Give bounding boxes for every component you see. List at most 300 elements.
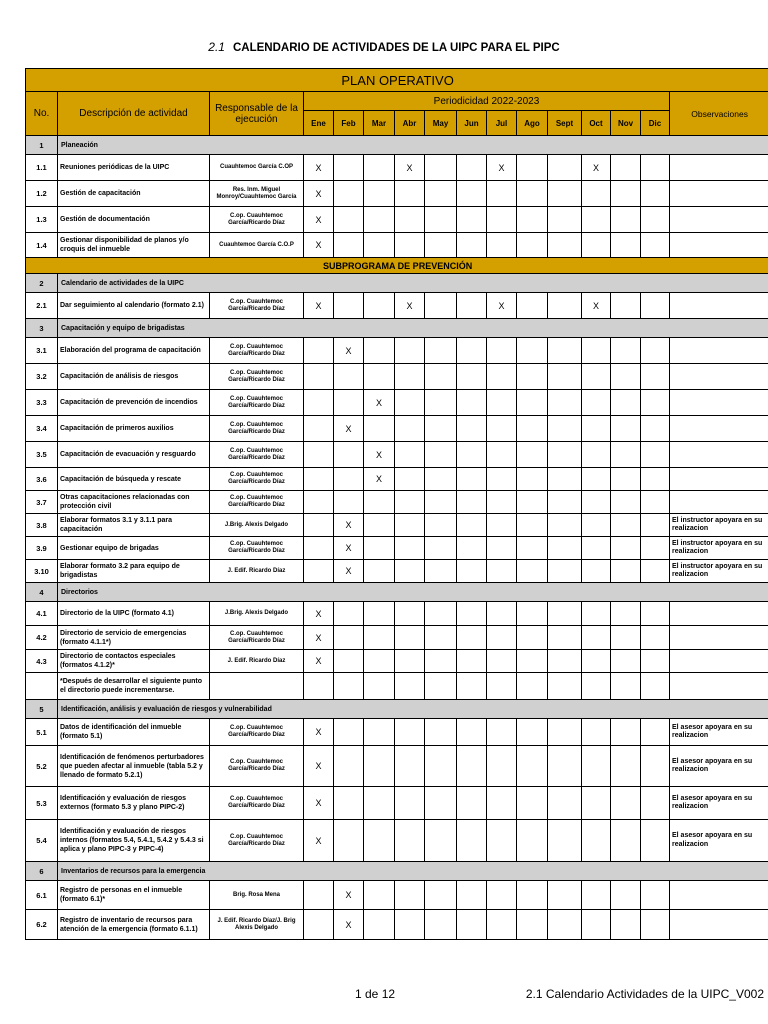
month-mark [487, 442, 517, 468]
activity-observations: El asesor apoyara en su realizacion [670, 820, 768, 862]
activity-observations [670, 626, 768, 650]
month-mark: X [582, 155, 611, 181]
month-header: Ago [517, 111, 548, 136]
month-mark [582, 746, 611, 787]
month-mark [582, 514, 611, 537]
section-title: Inventarios de recursos para la emergencia [58, 862, 768, 881]
month-mark [395, 338, 425, 364]
activity-responsible: C.op. Cuauhtemoc García/Ricardo Díaz [210, 537, 304, 560]
month-mark [425, 537, 457, 560]
month-header: May [425, 111, 457, 136]
activity-description: Capacitación de análisis de riesgos [58, 364, 210, 390]
section-number: 5 [26, 700, 58, 719]
month-mark [548, 673, 582, 700]
month-header: Sept [548, 111, 582, 136]
activity-responsible: C.op. Cuauhtemoc García/Ricardo Díaz [210, 416, 304, 442]
month-mark [364, 207, 395, 233]
month-mark [611, 746, 641, 787]
activity-number: 2.1 [26, 293, 58, 319]
month-mark [517, 207, 548, 233]
month-mark [425, 338, 457, 364]
activity-responsible: J.Brig. Alexis Delgado [210, 602, 304, 626]
month-mark [457, 416, 487, 442]
month-mark [582, 390, 611, 416]
month-mark [641, 881, 670, 910]
month-mark: X [334, 910, 364, 940]
activity-responsible: J.Brig. Alexis Delgado [210, 514, 304, 537]
activity-description: Elaborar formato 3.2 para equipo de brigadistas [58, 560, 210, 583]
month-mark [582, 442, 611, 468]
activity-observations: El instructor apoyara en su realizacion [670, 560, 768, 583]
month-mark [425, 820, 457, 862]
activity-number: 3.6 [26, 468, 58, 491]
month-mark [487, 650, 517, 673]
activity-number: 3.8 [26, 514, 58, 537]
activity-observations: El asesor apoyara en su realizacion [670, 746, 768, 787]
activity-responsible: C.op. Cuauhtemoc García/Ricardo Díaz [210, 746, 304, 787]
month-mark [364, 293, 395, 319]
month-mark: X [304, 746, 334, 787]
month-mark [548, 155, 582, 181]
month-mark: X [334, 537, 364, 560]
month-mark: X [395, 155, 425, 181]
month-mark [611, 207, 641, 233]
activity-row [26, 626, 768, 650]
month-mark [457, 207, 487, 233]
month-mark [641, 719, 670, 746]
activity-observations [670, 910, 768, 940]
activity-responsible: J. Edif. Ricardo Díaz [210, 560, 304, 583]
col-resp-header: Responsable de la ejecución [210, 92, 304, 136]
activity-description: Elaboración del programa de capacitación [58, 338, 210, 364]
month-mark [425, 673, 457, 700]
activity-row [26, 719, 768, 746]
month-mark [548, 910, 582, 940]
month-mark [641, 673, 670, 700]
month-mark [641, 491, 670, 514]
activity-description: Reuniones periódicas de la UIPC [58, 155, 210, 181]
activity-description: Gestionar disponibilidad de planos y/o croquis del inmueble [58, 233, 210, 258]
month-mark [395, 673, 425, 700]
month-header: Abr [395, 111, 425, 136]
month-mark [395, 416, 425, 442]
month-mark [641, 787, 670, 820]
month-mark [395, 537, 425, 560]
month-mark [611, 468, 641, 491]
subprogram-title: SUBPROGRAMA DE PREVENCIÓN [26, 258, 768, 274]
title-text: CALENDARIO DE ACTIVIDADES DE LA UIPC PARA EL PIPC [232, 42, 560, 54]
month-mark [582, 602, 611, 626]
activity-observations [670, 207, 768, 233]
month-mark [425, 181, 457, 207]
month-mark: X [304, 602, 334, 626]
section-title: Planeación [58, 136, 768, 155]
month-mark [425, 560, 457, 583]
month-mark [517, 338, 548, 364]
activity-number: 3.5 [26, 442, 58, 468]
month-mark [487, 602, 517, 626]
month-mark [611, 155, 641, 181]
section-number: 3 [26, 319, 58, 338]
month-mark [548, 626, 582, 650]
footer-document-name: 2.1 Calendario Actividades de la UIPC_V002 [525, 987, 764, 1001]
month-mark [334, 293, 364, 319]
month-mark [395, 442, 425, 468]
month-mark [457, 881, 487, 910]
activity-number: 1.2 [26, 181, 58, 207]
month-mark [487, 820, 517, 862]
month-mark: X [304, 181, 334, 207]
month-mark [364, 650, 395, 673]
month-mark [517, 881, 548, 910]
month-mark [457, 338, 487, 364]
month-mark [517, 537, 548, 560]
activity-description: Capacitación de primeros auxilios [58, 416, 210, 442]
month-mark [395, 746, 425, 787]
activity-responsible: J. Edif. Ricardo Díaz/J. Brig Alexis Delgado [210, 910, 304, 940]
month-mark [517, 491, 548, 514]
section-title: Calendario de actividades de la UIPC [58, 274, 768, 293]
activity-row [26, 338, 768, 364]
activity-description: Datos de identificación del inmueble (formato 5.1) [58, 719, 210, 746]
month-mark [457, 293, 487, 319]
activity-responsible: C.op. Cuauhtemoc García/Ricardo Díaz [210, 442, 304, 468]
section-row [26, 862, 768, 881]
month-mark [611, 514, 641, 537]
month-mark [517, 787, 548, 820]
month-mark [364, 338, 395, 364]
month-mark [582, 537, 611, 560]
month-mark [425, 293, 457, 319]
month-mark [641, 537, 670, 560]
month-mark [334, 719, 364, 746]
activity-number: 1.4 [26, 233, 58, 258]
month-mark [611, 442, 641, 468]
activity-responsible: C.op. Cuauhtemoc García/Ricardo Díaz [210, 820, 304, 862]
month-mark [425, 881, 457, 910]
activity-responsible [210, 673, 304, 700]
activity-responsible: Cuauhtemoc García C.OP [210, 155, 304, 181]
month-header: Jul [487, 111, 517, 136]
month-mark [487, 881, 517, 910]
month-mark [487, 207, 517, 233]
activity-description: Identificación y evaluación de riesgos internos (formatos 5.4, 5.4.1, 5.4.2 y 5.4.3 si aplica y plano PIPC-3 y PIPC-4) [58, 820, 210, 862]
activity-responsible: C.op. Cuauhtemoc García/Ricardo Díaz [210, 626, 304, 650]
month-mark [548, 881, 582, 910]
month-mark [641, 650, 670, 673]
month-mark [425, 650, 457, 673]
month-mark [487, 514, 517, 537]
month-mark [582, 820, 611, 862]
activity-description: Directorio de contactos especiales (formatos 4.1.2)* [58, 650, 210, 673]
month-mark [611, 910, 641, 940]
col-desc-header: Descripción de actividad [58, 92, 210, 136]
activity-number: 5.2 [26, 746, 58, 787]
month-mark [548, 491, 582, 514]
month-header: Oct [582, 111, 611, 136]
month-mark [457, 787, 487, 820]
activity-row [26, 207, 768, 233]
month-mark [548, 338, 582, 364]
month-mark [425, 491, 457, 514]
activity-observations [670, 442, 768, 468]
month-mark [457, 390, 487, 416]
month-mark [364, 820, 395, 862]
month-mark [487, 491, 517, 514]
month-mark: X [364, 390, 395, 416]
activity-responsible: Cuauhtemoc García C.O.P [210, 233, 304, 258]
month-mark: X [334, 560, 364, 583]
month-mark [304, 390, 334, 416]
month-mark [517, 514, 548, 537]
activity-row [26, 390, 768, 416]
month-mark [395, 468, 425, 491]
month-mark [517, 233, 548, 258]
month-mark [548, 468, 582, 491]
month-mark [548, 719, 582, 746]
month-mark [641, 155, 670, 181]
month-mark [304, 364, 334, 390]
month-mark [487, 626, 517, 650]
month-mark [395, 787, 425, 820]
activities-table [25, 68, 768, 940]
month-mark [425, 233, 457, 258]
month-mark [582, 207, 611, 233]
month-mark [304, 416, 334, 442]
month-mark [548, 390, 582, 416]
month-mark: X [487, 293, 517, 319]
month-mark [548, 293, 582, 319]
month-mark: X [304, 787, 334, 820]
month-mark [611, 416, 641, 442]
month-mark [487, 390, 517, 416]
month-mark [548, 560, 582, 583]
month-mark [304, 910, 334, 940]
activity-description: Registro de inventario de recursos para atención de la emergencia (formato 6.1.1) [58, 910, 210, 940]
month-mark [641, 910, 670, 940]
month-mark [457, 442, 487, 468]
month-mark [611, 560, 641, 583]
month-mark [304, 673, 334, 700]
month-mark [582, 787, 611, 820]
month-mark [548, 442, 582, 468]
month-mark: X [334, 514, 364, 537]
activity-number: 4.1 [26, 602, 58, 626]
month-mark [457, 626, 487, 650]
month-mark [364, 560, 395, 583]
month-mark [425, 442, 457, 468]
month-mark [582, 338, 611, 364]
month-mark [334, 602, 364, 626]
month-header: Dic [641, 111, 670, 136]
month-mark [487, 468, 517, 491]
month-mark [641, 514, 670, 537]
month-mark [395, 514, 425, 537]
month-mark [395, 650, 425, 673]
month-mark [457, 560, 487, 583]
title-number: 2.1 [208, 40, 225, 54]
month-mark [425, 626, 457, 650]
month-mark [395, 881, 425, 910]
month-mark [364, 881, 395, 910]
month-mark [304, 881, 334, 910]
activity-number: 6.2 [26, 910, 58, 940]
month-mark [582, 233, 611, 258]
activity-number: 1.3 [26, 207, 58, 233]
month-mark [641, 416, 670, 442]
month-mark [457, 537, 487, 560]
activity-responsible: C.op. Cuauhtemoc García/Ricardo Díaz [210, 787, 304, 820]
month-mark [364, 491, 395, 514]
activity-description: Otras capacitaciones relacionadas con protección civil [58, 491, 210, 514]
section-number: 6 [26, 862, 58, 881]
month-mark [517, 746, 548, 787]
month-mark [395, 364, 425, 390]
activity-observations [670, 233, 768, 258]
month-mark [548, 233, 582, 258]
month-mark [517, 442, 548, 468]
activity-responsible: Brig. Rosa Mena [210, 881, 304, 910]
month-mark [487, 416, 517, 442]
month-mark [364, 602, 395, 626]
month-mark [548, 820, 582, 862]
activity-description: Directorio de servicio de emergencias (formato 4.1.1*) [58, 626, 210, 650]
activity-observations [670, 602, 768, 626]
month-mark [334, 468, 364, 491]
month-header: Ene [304, 111, 334, 136]
month-mark [548, 650, 582, 673]
month-mark [364, 746, 395, 787]
month-mark [641, 181, 670, 207]
col-obs-header: Observaciones [670, 92, 768, 136]
month-mark [395, 560, 425, 583]
activity-description: Capacitación de prevención de incendios [58, 390, 210, 416]
month-mark [425, 746, 457, 787]
month-mark [364, 673, 395, 700]
month-mark [517, 719, 548, 746]
activity-number: 3.4 [26, 416, 58, 442]
month-mark [641, 293, 670, 319]
month-mark [517, 910, 548, 940]
month-mark [517, 390, 548, 416]
month-mark [641, 468, 670, 491]
month-mark [487, 338, 517, 364]
month-mark [582, 491, 611, 514]
section-number: 1 [26, 136, 58, 155]
activity-number: 3.7 [26, 491, 58, 514]
activity-responsible: C.op. Cuauhtemoc García/Ricardo Díaz [210, 338, 304, 364]
month-mark [364, 626, 395, 650]
activity-row [26, 491, 768, 514]
activity-description: Gestión de capacitación [58, 181, 210, 207]
activity-observations: El instructor apoyara en su realizacion [670, 537, 768, 560]
month-mark: X [582, 293, 611, 319]
month-mark [334, 491, 364, 514]
activity-number: 1.1 [26, 155, 58, 181]
activity-responsible: J. Edif. Ricardo Díaz [210, 650, 304, 673]
month-mark [457, 364, 487, 390]
month-header: Mar [364, 111, 395, 136]
month-mark [457, 910, 487, 940]
month-mark: X [304, 207, 334, 233]
month-mark: X [334, 416, 364, 442]
month-mark [395, 820, 425, 862]
activity-number: 3.9 [26, 537, 58, 560]
month-mark [517, 155, 548, 181]
month-mark [364, 537, 395, 560]
activity-observations [670, 390, 768, 416]
month-mark [611, 787, 641, 820]
month-mark [425, 602, 457, 626]
month-mark [517, 560, 548, 583]
month-mark [395, 207, 425, 233]
month-mark [548, 416, 582, 442]
activity-row [26, 155, 768, 181]
month-header: Jun [457, 111, 487, 136]
month-mark [364, 364, 395, 390]
activity-observations: El asesor apoyara en su realizacion [670, 787, 768, 820]
activity-number: 5.1 [26, 719, 58, 746]
activity-number: 3.2 [26, 364, 58, 390]
month-mark [395, 910, 425, 940]
month-mark: X [304, 650, 334, 673]
month-mark [364, 233, 395, 258]
month-mark [611, 719, 641, 746]
month-mark [425, 468, 457, 491]
month-mark [611, 293, 641, 319]
activity-responsible: C.op. Cuauhtemoc García/Ricardo Díaz [210, 491, 304, 514]
month-mark: X [364, 468, 395, 491]
month-mark [457, 491, 487, 514]
activity-observations [670, 881, 768, 910]
activity-observations [670, 673, 768, 700]
month-mark [611, 537, 641, 560]
month-mark [641, 233, 670, 258]
activity-description: Gestión de documentación [58, 207, 210, 233]
section-number: 4 [26, 583, 58, 602]
month-mark [425, 416, 457, 442]
month-mark [641, 390, 670, 416]
month-mark: X [395, 293, 425, 319]
activity-number: 3.3 [26, 390, 58, 416]
activity-description: Dar seguimiento al calendario (formato 2.1) [58, 293, 210, 319]
month-mark [641, 820, 670, 862]
activity-observations [670, 338, 768, 364]
month-mark [611, 626, 641, 650]
month-mark [425, 719, 457, 746]
activity-observations: El asesor apoyara en su realizacion [670, 719, 768, 746]
month-mark [582, 468, 611, 491]
month-mark [364, 416, 395, 442]
month-mark [395, 626, 425, 650]
month-mark [334, 746, 364, 787]
activity-description: Identificación y evaluación de riesgos externos (formato 5.3 y plano PIPC-2) [58, 787, 210, 820]
month-mark [582, 881, 611, 910]
month-mark [395, 390, 425, 416]
month-mark [304, 514, 334, 537]
month-mark [611, 820, 641, 862]
col-period-header: Periodicidad 2022-2023 [304, 92, 670, 111]
month-mark: X [487, 155, 517, 181]
month-mark [641, 560, 670, 583]
activity-description: Identificación de fenómenos perturbadores que pueden afectar al inmueble (tabla 5.2 y llenado de formato 5.2.1) [58, 746, 210, 787]
activity-row [26, 560, 768, 583]
activity-row [26, 364, 768, 390]
month-mark [304, 491, 334, 514]
month-mark [582, 673, 611, 700]
month-mark [425, 514, 457, 537]
month-mark [582, 416, 611, 442]
